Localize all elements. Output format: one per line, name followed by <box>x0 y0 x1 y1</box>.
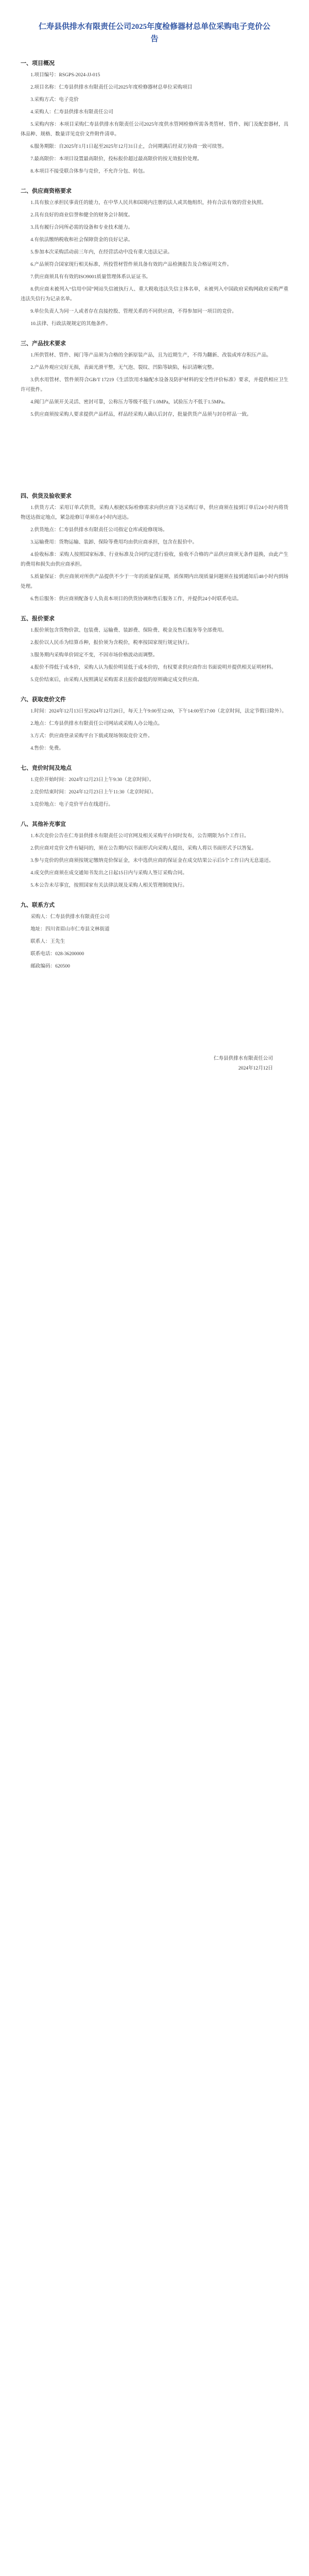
section-heading: 四、供货及验收要求 <box>21 493 72 499</box>
section-paragraph: 2.具有良好的商业信誉和健全的财务会计制度。 <box>30 212 133 218</box>
announcement-body <box>21 59 288 971</box>
section-paragraph: 7.最高限价：本项目设置最高限价，投标报价超过最高限价的按无效报价处理。 <box>30 156 202 162</box>
section-paragraph: 4.有依法缴纳税收和社会保障资金的良好记录。 <box>30 237 133 243</box>
section-paragraph: 3.竞价地点：电子竞价平台在线进行。 <box>30 802 113 807</box>
section-paragraph: 3.采购方式：电子竞价 <box>30 97 79 103</box>
section <box>21 339 288 419</box>
section-paragraph: 联系电话：028-36200000 <box>30 951 84 957</box>
section-paragraph: 2.地点：仁寿县供排水有限责任公司网站或采购人办公地点。 <box>30 721 163 726</box>
section-paragraph: 2.项目名称：仁寿县供排水有限责任公司2025年度检修器材总单位采购项目 <box>30 84 193 90</box>
section-heading: 七、竞价时间及地点 <box>21 765 72 771</box>
section <box>21 695 288 753</box>
section-paragraph: 8.本项目不接受联合体参与竞价，不允许分包、转包。 <box>30 168 148 174</box>
section-paragraph: 5.参加本次采购活动前三年内，在经营活动中没有重大违法记录。 <box>30 249 173 255</box>
section-paragraph: 1.具有独立承担民事责任的能力，在中华人民共和国境内注册的法人或其他组织，持有合法有效的营业执照。 <box>30 200 267 206</box>
section-paragraph: 1.供货方式：采用订单式供货，采购人根据实际检修需求向供应商下达采购订单，供应商须在接到订单后24小时内将货物送达指定地点，紧急抢修订单须在4小时内送达。 <box>21 505 288 520</box>
section-heading: 九、联系方式 <box>21 902 55 908</box>
section <box>21 492 288 604</box>
signature-block <box>21 1054 288 1073</box>
section-paragraph: 3.参与竞价的供应商须按规定缴纳竞价保证金，未中选供应商的保证金在成交结果公示后5个工作日内无息退还。 <box>30 858 274 863</box>
section-paragraph: 4.报价不得低于成本价，采购人认为报价明显低于成本价的，有权要求供应商作出书面说明并提供相关证明材料。 <box>30 665 277 670</box>
section-paragraph: 5.本公告未尽事宜，按照国家有关法律法规及采购人相关管理制度执行。 <box>30 883 187 888</box>
section-heading: 八、其他补充事宜 <box>21 821 66 827</box>
section-paragraph: 3.具有履行合同所必需的设备和专业技术能力。 <box>30 225 133 230</box>
section-paragraph: 10.法律、行政法规规定的其他条件。 <box>30 321 111 327</box>
section-paragraph: 6.服务期限：自2025年1月1日起至2025年12月31日止，合同期满后经双方协商一致可续签。 <box>30 144 227 149</box>
section-paragraph: 7.供应商须具有有效的ISO9001质量管理体系认证证书。 <box>30 274 151 280</box>
section-paragraph: 5.供应商须按采购人要求提供产品样品，样品经采购人确认后封存，批量供货产品须与封存样品一致。 <box>30 412 252 417</box>
section-paragraph: 2.产品外观应完好无损，表面光滑平整，无气泡、裂纹、凹陷等缺陷，标识清晰完整。 <box>30 365 217 370</box>
section-paragraph: 6.产品须符合国家现行相关标准，所投管材管件须具备有效的产品检测报告及合格证明文件。 <box>30 262 232 267</box>
section-paragraph: 6.售后服务：供应商须配备专人负责本项目的供货协调和售后服务工作，并提供24小时联系电话。 <box>30 596 242 602</box>
section-paragraph: 4.售价：免费。 <box>30 745 64 751</box>
section-paragraph: 4.阀门产品须开关灵活、密封可靠，公称压力等级不低于1.0MPa，试验压力不低于1.5MPa。 <box>30 399 229 405</box>
section <box>21 764 288 809</box>
section-heading: 一、项目概况 <box>21 60 55 66</box>
section-paragraph: 1.竞价开始时间：2024年12月23日上午9:30（北京时间）。 <box>30 777 154 783</box>
section <box>21 901 288 971</box>
section-paragraph: 5.采购内容：本项目采购仁寿县供排水有限责任公司2025年度供水管网检修所需各类管材、管件、阀门及配套器材，具体品种、规格、数量详见竞价文件附件清单。 <box>21 122 288 137</box>
section-paragraph: 2.供货地点：仁寿县供排水有限责任公司指定仓库或抢修现场。 <box>30 527 168 533</box>
section-paragraph: 3.运输费用：货物运输、装卸、保险等费用均由供应商承担，包含在报价中。 <box>30 539 197 545</box>
signature-org: 仁寿县供排水有限责任公司 <box>213 1056 273 1061</box>
section-paragraph: 8.供应商未被列入“信用中国”网站失信被执行人、重大税收违法失信主体名单，未被列入中国政府采购网政府采购严重违法失信行为记录名单。 <box>21 286 288 302</box>
section-paragraph: 3.服务期内采购单价固定不变，不因市场价格波动而调整。 <box>30 652 158 658</box>
section-paragraph: 1.项目编号：RSGPS-2024-JJ-015 <box>30 72 100 78</box>
section-paragraph: 联系人：王先生 <box>30 939 65 944</box>
section-paragraph: 3.供水用管材、管件须符合GB/T 17219《生活饮用水输配水设备及防护材料的安全性评价标准》要求，并提供相应卫生许可批件。 <box>21 377 288 393</box>
section-paragraph: 2.供应商对竞价文件有疑问的，须在公告期内以书面形式向采购人提出，采购人将以书面形式予以答复。 <box>30 845 257 851</box>
section-paragraph: 4.验收标准：采购人按照国家标准、行业标准及合同约定进行验收，验收不合格的产品供应商须无条件退换，由此产生的费用和损失由供应商承担。 <box>21 552 288 567</box>
section-paragraph: 1.所供管材、管件、阀门等产品须为合格的全新原装产品，且为近期生产，不得为翻新、改装或库存积压产品。 <box>30 352 271 358</box>
section <box>21 614 288 685</box>
section-paragraph: 2.竞价结束时间：2024年12月23日上午11:30（北京时间）。 <box>30 789 157 795</box>
section-paragraph: 4.成交供应商须在成交通知书发出之日起15日内与采购人签订采购合同。 <box>30 870 187 876</box>
section-paragraph: 5.竞价结束后，由采购人按照满足采购需求且报价最低的原则确定成交供应商。 <box>30 677 202 683</box>
section-heading: 二、供应商资格要求 <box>21 188 72 194</box>
signature-date: 2024年12月12日 <box>238 1065 273 1071</box>
section-paragraph: 4.采购人：仁寿县供排水有限责任公司 <box>30 109 113 115</box>
page-title: 仁寿县供排水有限责任公司2025年度检修器材总单位采购电子竞价公告 <box>38 23 270 43</box>
blank-gap <box>21 430 288 492</box>
section-paragraph: 5.质量保证：供应商须对所供产品提供不少于一年的质量保证期，质保期内出现质量问题须在接到通知后48小时内到场处理。 <box>21 574 288 589</box>
section-paragraph: 1.报价须包含货物价款、包装费、运输费、装卸费、保险费、税金及售后服务等全部费用。 <box>30 628 227 633</box>
section-paragraph: 1.时间：2024年12月13日至2024年12月20日，每天上午9:00至12:00，下午14:00至17:00（北京时间，法定节假日除外）。 <box>30 708 287 714</box>
announcement-page <box>21 0 288 1073</box>
section-paragraph: 9.单位负责人为同一人或者存在直接控股、管理关系的不同供应商，不得参加同一项目的竞价。 <box>30 309 237 314</box>
section-heading: 六、获取竞价文件 <box>21 697 66 703</box>
section-paragraph: 2.报价以人民币为结算币种，报价须为含税价，税率按国家现行规定执行。 <box>30 640 193 646</box>
section-heading: 三、产品技术要求 <box>21 341 66 347</box>
section-paragraph: 地址：四川省眉山市仁寿县文林街道 <box>30 926 110 932</box>
section-paragraph: 采购人：仁寿县供排水有限责任公司 <box>30 914 110 920</box>
section-heading: 五、报价要求 <box>21 616 55 622</box>
section <box>21 187 288 329</box>
section-paragraph: 3.方式：供应商登录采购平台下载或现场领取竞价文件。 <box>30 733 153 739</box>
section-paragraph: 邮政编码：620500 <box>30 963 70 969</box>
section <box>21 59 288 176</box>
section <box>21 820 288 890</box>
section-paragraph: 1.本次竞价公告在仁寿县供排水有限责任公司官网及相关采购平台同时发布，公告期限为5个工作日。 <box>30 833 249 839</box>
